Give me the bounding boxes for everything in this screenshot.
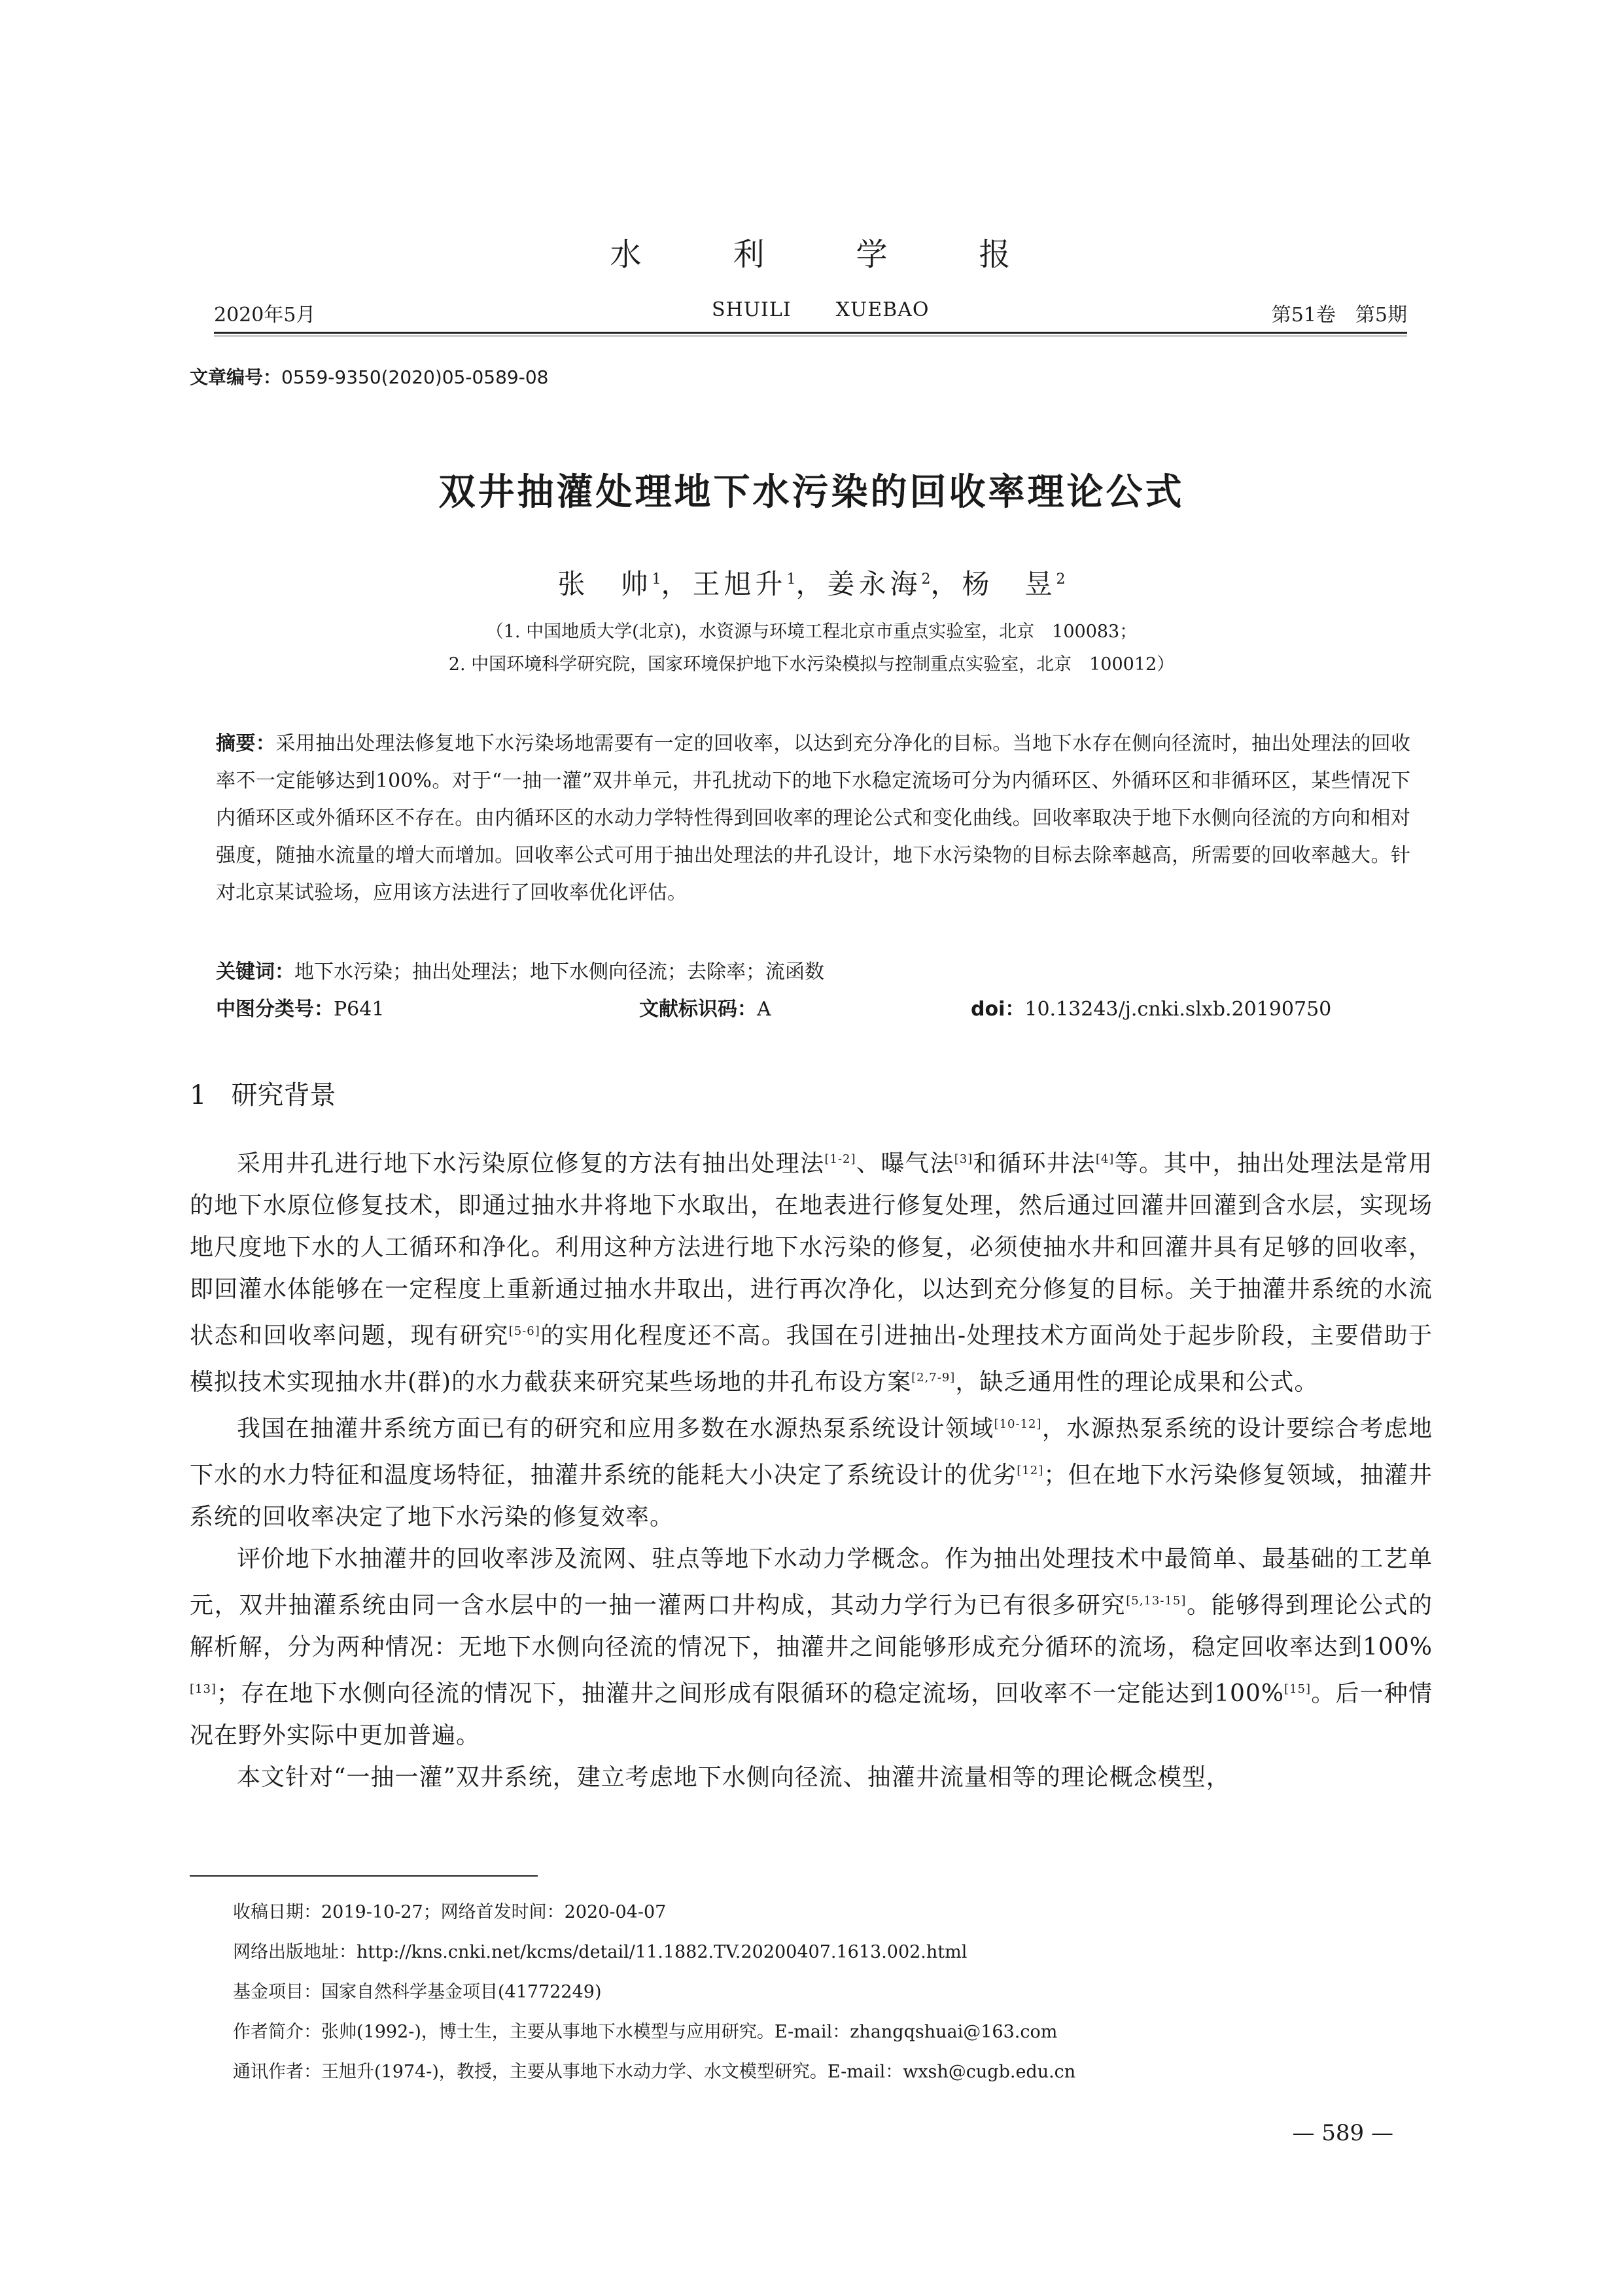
doi-value: 10.13243/j.cnki.slxb.20190750 [1024,998,1332,1021]
footnote-received: 收稿日期：2019-10-27；网络首发时间：2020-04-07 [233,1902,667,1922]
text-run: 采用井孔进行地下水污染原位修复的方法有抽出处理法 [237,1150,825,1177]
abstract-text: 采用抽出处理法修复地下水污染场地需要有一定的回收率，以达到充分净化的目标。当地下水存在侧向径流时，抽出处理法的回收率不一定能够达到100%。对于“一抽一灌”双井单元，井孔扰动下的地下水稳定流场可分为内循环区、外循环区和非循环区，某些情况下内循环区或外循环区不存在。由内循环区的水动力学特性得到回收率的理论公式和变化曲线。回收率取决于地下水侧向径流的方向和相对强度，随抽水流量的增大而增加。回收率公式可用于抽出处理法的井孔设计，地下水污染物的目标去除率越高，所需要的回收率越大。针对北京某试验场，应用该方法进行了回收率优化评估。 [216,732,1411,904]
text-run: 评价地下水抽灌井的回收率涉及流网、驻点等地下水动力学概念。作为抽出处理技术中最简单、最基础的工艺单元，双井抽灌系统由同一含水层中的一抽一灌两口井构成，其动力学行为已有很多研究 [190,1545,1433,1619]
doc-code-label: 文献标识码： [639,998,757,1021]
text-run: 我国在抽灌井系统方面已有的研究和应用多数在水源热泵系统设计领域 [237,1415,994,1442]
journal-title-char: 学 [856,236,890,273]
text-run: 。后一种情况在野外实际中更加普遍。 [190,1680,1433,1749]
article-number [190,363,548,389]
journal-latin-2: XUEBAO [835,298,930,321]
paper-title: 双井抽灌处理地下水污染的回收率理论公式 [438,471,1185,514]
document-code [639,993,771,1021]
abstract-label: 摘要： [216,732,276,755]
footnote-author-bio: 作者简介：张帅(1992-)，博士生，主要从事地下水模型与应用研究。E-mail：zhangqshuai@163.com [233,2022,1058,2042]
footnote-corresponding: 通讯作者：王旭升(1974-)，教授，主要从事地下水动力学、水文模型研究。E-mail：wxsh@cugb.edu.cn [233,2062,1076,2082]
author-separator: ， [661,568,693,600]
text-run: ；存在地下水侧向径流的情况下，抽灌井之间形成有限循环的稳定流场，回收率不一定能达到100% [216,1680,1285,1707]
text-run: 和循环井法 [973,1150,1096,1177]
journal-title-char: 报 [979,236,1013,273]
author-name: 杨 昱 [962,568,1056,600]
journal-latin-name [689,298,951,321]
citation: [5,13-15] [1126,1594,1187,1608]
body-text [190,1139,1433,1799]
author-name: 姜永海 [827,568,922,600]
affiliation-2: 2. 中国环境科学研究院，国家环境保护地下水污染模拟与控制重点实验室，北京 100012） [448,654,1175,675]
doc-code-value: A [757,998,771,1021]
paragraph [190,1139,1433,1404]
clc-number [216,993,384,1021]
citation: [3] [954,1152,973,1166]
author-name: 王旭升 [692,568,787,600]
text-run: ；但在地下水污染修复领域，抽灌井系统的回收率决定了地下水污染的修复效率。 [190,1462,1433,1530]
citation: [4] [1095,1152,1115,1166]
text-run: ，缺乏通用性的理论成果和公式。 [955,1369,1319,1396]
text-run: 等。其中，抽出处理法是常用的地下水原位修复技术，即通过抽水井将地下水取出，在地表进行修复处理，然后通过回灌井回灌到含水层，实现场地尺度地下水的人工循环和净化。利用这种方法进行地下水污染的修复，必须使抽水井和回灌井具有足够的回收率，即回灌水体能够在一定程度上重新通过抽水井取出，进行再次净化，以达到充分修复的目标。关于抽灌井系统的水流状态和回收率问题，现有研究 [190,1150,1433,1349]
article-number-label: 文章编号： [190,366,282,388]
keywords [216,955,824,984]
citation: [2,7-9] [911,1371,956,1385]
paragraph [190,1757,1433,1799]
section-number: 1 [190,1080,207,1110]
journal-title-char: 水 [610,236,644,273]
citation: [15] [1284,1682,1311,1696]
author-affil-mark: 2 [921,571,931,588]
author-name: 张 帅 [557,568,652,600]
author-separator: ， [930,568,962,600]
text-run: 、曝气法 [856,1150,954,1177]
clc-value: P641 [334,998,385,1021]
text-run: 。能够得到理论公式的解析解，分为两种情况：无地下水侧向径流的情况下，抽灌井之间能够形成充分循环的流场，稳定回收率达到100% [190,1592,1433,1661]
paragraph [190,1404,1433,1538]
clc-label: 中图分类号： [216,998,334,1021]
citation: [10-12] [994,1417,1042,1431]
page-number: — 589 — [1292,2120,1393,2146]
author-list [0,563,1623,602]
issue-date: 2020年5月 [214,304,316,327]
author-affil-mark: 1 [786,571,796,588]
paragraph [190,1538,1433,1757]
citation: [5-6] [508,1324,540,1338]
journal-title [0,229,1623,274]
article-number-value: 0559-9350(2020)05-0589-08 [281,366,549,388]
section-heading [190,1074,336,1112]
citation: [13] [190,1682,217,1696]
journal-latin-1: SHUILI [712,298,792,321]
citation: [12] [1017,1464,1044,1477]
text-run: 本文针对“一抽一灌”双井系统，建立考虑地下水侧向径流、抽灌井流量相等的理论概念模型， [237,1764,1230,1791]
abstract [216,725,1410,911]
footnote-funding: 基金项目：国家自然科学基金项目(41772249) [233,1982,602,2002]
keywords-text: 地下水污染；抽出处理法；地下水侧向径流；去除率；流函数 [294,961,824,983]
section-title: 研究背景 [231,1080,336,1110]
citation: [1-2] [824,1152,856,1166]
header-rule [214,332,1407,334]
doi-label: doi： [971,998,1025,1021]
volume-issue: 第51卷 第5期 [1271,304,1407,327]
author-affil-mark: 1 [652,571,661,588]
author-separator: ， [795,568,828,600]
keywords-label: 关键词： [216,961,294,983]
text-run: ，水源热泵系统的设计要综合考虑地下水的水力特征和温度场特征，抽灌井系统的能耗大小决定了系统设计的优劣 [190,1415,1433,1489]
footnote-url: 网络出版地址：http://kns.cnki.net/kcms/detail/11.1882.TV.20200407.1613.002.html [233,1942,968,1962]
footnote-rule [190,1875,538,1877]
journal-title-char: 利 [733,236,767,273]
doi [971,993,1331,1021]
text-run: 的实用化程度还不高。我国在引进抽出-处理技术方面尚处于起步阶段，主要借助于模拟技术实现抽水井(群)的水力截获来研究某些场地的井孔布设方案 [190,1322,1433,1396]
author-affil-mark: 2 [1056,571,1066,588]
affiliation-1: （1. 中国地质大学(北京)，水资源与环境工程北京市重点实验室，北京 100083； [485,622,1138,642]
